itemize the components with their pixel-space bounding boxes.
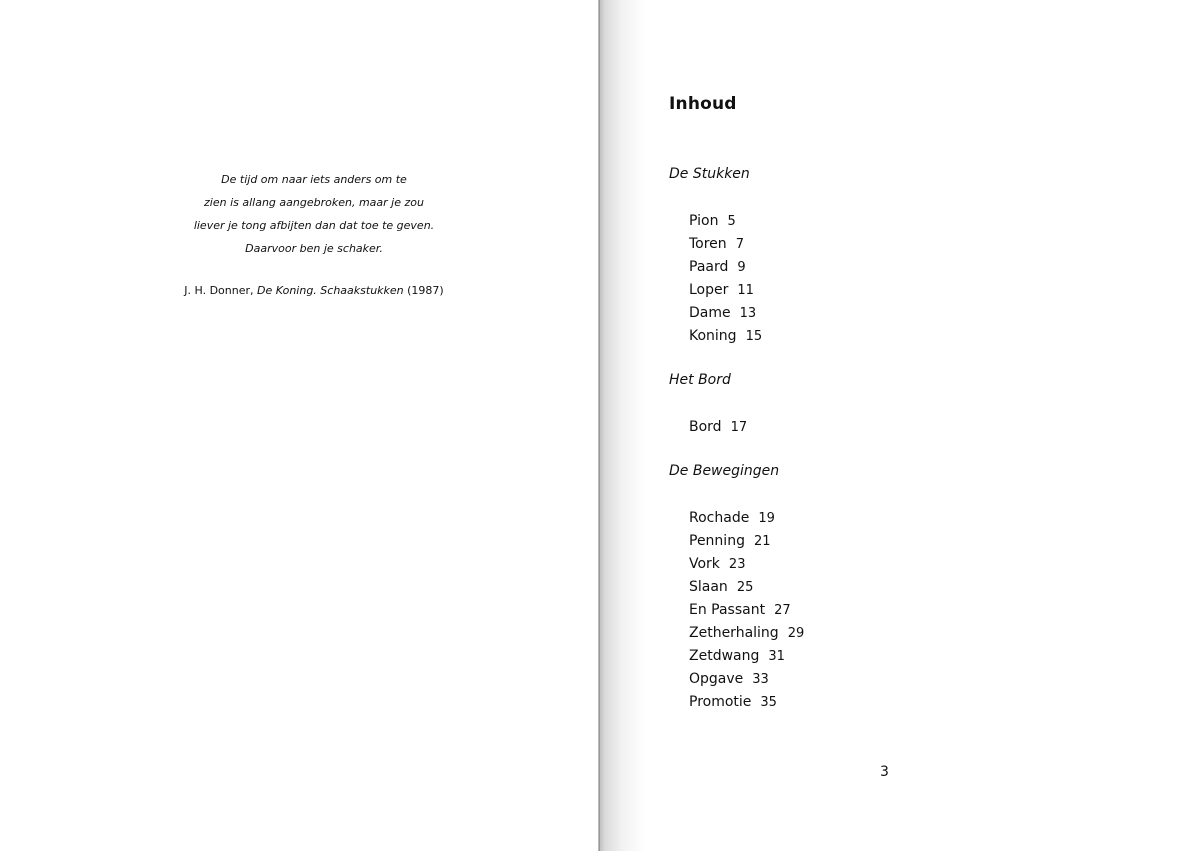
quote-line: De tijd om naar iets anders om te bbox=[221, 173, 407, 186]
toc-entry-label: Loper bbox=[689, 282, 729, 298]
attribution-year: (1987) bbox=[407, 284, 444, 297]
toc-entry-label: Vork bbox=[689, 556, 720, 572]
epigraph-quote bbox=[163, 168, 465, 260]
toc-entry-page: 31 bbox=[768, 649, 785, 664]
toc-entry-page: 19 bbox=[758, 511, 775, 526]
toc-entry-label: Pion bbox=[689, 213, 719, 229]
toc-entry-label: Opgave bbox=[689, 671, 744, 687]
toc-entry[interactable] bbox=[689, 645, 804, 668]
toc-entry-page: 27 bbox=[774, 603, 791, 618]
toc-entry-page: 23 bbox=[728, 557, 746, 572]
toc-entry[interactable] bbox=[689, 576, 804, 599]
toc-entry[interactable] bbox=[689, 599, 804, 622]
toc-entry-label: En Passant bbox=[689, 602, 766, 618]
toc-entry-label: Koning bbox=[689, 328, 737, 344]
toc-entry-list bbox=[689, 507, 804, 714]
toc-entry-page: 11 bbox=[737, 283, 754, 298]
toc-entry[interactable] bbox=[689, 622, 804, 645]
toc-entry-page: 21 bbox=[753, 534, 771, 549]
toc-entry-page: 17 bbox=[730, 420, 748, 435]
toc-entry[interactable] bbox=[689, 325, 762, 348]
toc-entry[interactable] bbox=[689, 256, 762, 279]
attribution-author: J. H. Donner, bbox=[184, 284, 254, 297]
epigraph-attribution bbox=[163, 282, 465, 300]
toc-section-heading: De Stukken bbox=[669, 166, 750, 182]
toc-title: Inhoud bbox=[669, 94, 737, 114]
toc-entry-page: 7 bbox=[735, 237, 744, 252]
toc-entry-label: Bord bbox=[689, 419, 722, 435]
toc-entry-page: 15 bbox=[745, 329, 763, 344]
toc-entry-label: Zetherhaling bbox=[689, 625, 779, 641]
toc-entry-label: Toren bbox=[689, 236, 727, 252]
toc-entry[interactable] bbox=[689, 691, 804, 714]
toc-section-heading: Het Bord bbox=[669, 372, 731, 388]
toc-entry[interactable] bbox=[689, 233, 762, 256]
toc-entry[interactable] bbox=[689, 553, 804, 576]
toc-entry[interactable] bbox=[689, 416, 747, 439]
toc-entry[interactable] bbox=[689, 210, 762, 233]
quote-line: zien is allang aangebroken, maar je zou bbox=[204, 196, 424, 209]
toc-entry-label: Slaan bbox=[689, 579, 728, 595]
toc-entry-label: Paard bbox=[689, 259, 729, 275]
toc-entry-page: 5 bbox=[727, 214, 736, 229]
toc-entry-label: Dame bbox=[689, 305, 731, 321]
toc-entry-page: 29 bbox=[787, 626, 805, 641]
quote-line: Daarvoor ben je schaker. bbox=[245, 242, 383, 255]
toc-entry-page: 35 bbox=[760, 695, 777, 710]
toc-section-heading: De Bewegingen bbox=[669, 463, 780, 479]
toc-entry-list bbox=[689, 210, 762, 348]
toc-entry-page: 33 bbox=[752, 672, 769, 687]
toc-entry-label: Zetdwang bbox=[689, 648, 760, 664]
toc-entry[interactable] bbox=[689, 507, 804, 530]
toc-entry-label: Rochade bbox=[689, 510, 750, 526]
toc-entry-label: Promotie bbox=[689, 694, 752, 710]
toc-entry-list bbox=[689, 416, 747, 439]
gutter-shadow bbox=[598, 0, 646, 851]
toc-entry[interactable] bbox=[689, 302, 762, 325]
toc-entry-page: 13 bbox=[739, 306, 757, 321]
toc-entry-page: 9 bbox=[737, 260, 746, 275]
quote-line: liever je tong afbijten dan dat toe te geven. bbox=[193, 219, 435, 232]
toc-entry-page: 25 bbox=[736, 580, 754, 595]
toc-entry[interactable] bbox=[689, 530, 804, 553]
toc-entry[interactable] bbox=[689, 668, 804, 691]
attribution-work: De Koning. Schaakstukken bbox=[257, 284, 404, 297]
toc-entry-label: Penning bbox=[689, 533, 745, 549]
toc-entry[interactable] bbox=[689, 279, 762, 302]
page-number: 3 bbox=[880, 764, 889, 780]
